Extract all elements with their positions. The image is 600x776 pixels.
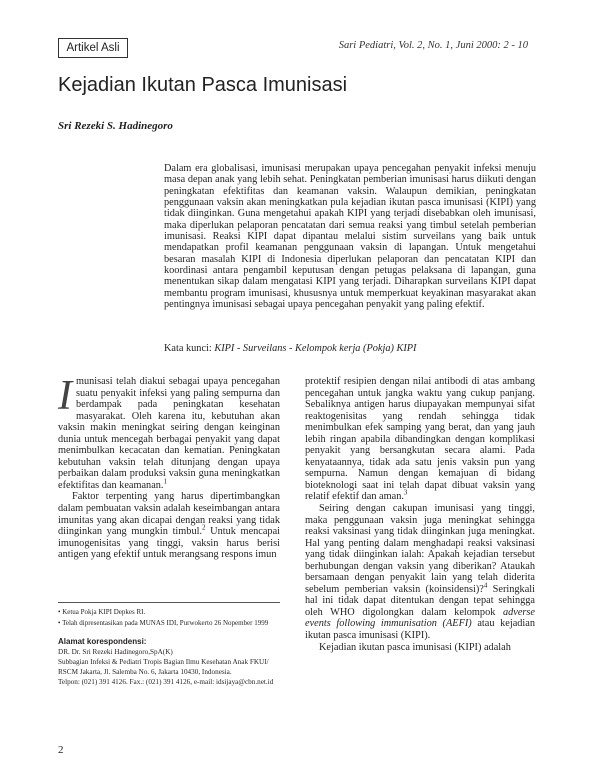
journal-citation: Sari Pediatri, Vol. 2, No. 1, Juni 2000: 2 - 10 [338, 40, 528, 51]
drop-cap: I [58, 373, 72, 419]
paragraph-text: Seiring dengan cakupan imunisasi yang tinggi, maka penggunaan vaksin juga meningkat sehingga reaksi vaksinasi yang tidak diinginkan juga meningkat. Hal yang penting dalam menghadapi reaksi vaksinasi yang tidak diinginkan ialah: Apakah kejadian tersebut berhubungan dengan vaksin yang diberikan? Ataukah bersamaan dengan penyakit lain yang telah diderita sebelum pemberian vaksin (koinsidensi)? [305, 503, 535, 595]
correspondence-line: Telpon: (021) 391 4126. Fax.: (021) 391 4126, e-mail: idsijaya@cbn.net.id [58, 678, 274, 686]
paragraph-text: atau kejadian ikutan pasca imunisasi (KIPI). [305, 618, 535, 642]
reference-marker: 3 [403, 489, 408, 498]
article-type-tag: Artikel Asli [58, 38, 128, 58]
paragraph-italic-term: adverse events following immunisation (AEFI) [305, 606, 535, 630]
correspondence-line: DR. Dr. Sri Rezeki Hadinegoro,SpA(K) [58, 648, 173, 656]
correspondence-block [58, 637, 288, 687]
correspondence-line: Subbagian Infeksi & Pediatri Tropis Bagian Ilmu Kesehatan Anak FKUI/ [58, 658, 269, 666]
author-name: Sri Rezeki S. Hadinegoro [58, 120, 173, 132]
paragraph-text: munisasi telah diakui sebagai upaya pencegahan suatu penyakit infeksi yang paling sempurna dan berdampak pada peningkatan kesehatan masyarakat. Oleh karena itu, kebutuhan akan vaksin makin meningkat seiring dengan keinginan dunia untuk mencegah berbagai penyakit yang dapat menimbulkan kecacatan dan kematian. Peningkatan kebutuhan vaksin telah ditunjang dengan upaya perbaikan dalam produksi vaksin guna meningkatkan efektifitas dan keamanan. [58, 376, 280, 491]
paragraph-text: Untuk mencapai imunogenisitas yang tinggi, vaksin harus berisi antigen yang efektif untuk merangsang respons imun [58, 526, 281, 561]
body-paragraph [305, 503, 535, 642]
page-number: 2 [58, 744, 64, 756]
body-column-right [305, 376, 535, 653]
paragraph-text: Seringkali hal ini tidak dapat ditentukan dengan tepat sehingga oleh WHO digolongkan dalam kelompok [305, 583, 535, 618]
article-title: Kejadian Ikutan Pasca Imunisasi [58, 74, 348, 96]
paragraph-text: Faktor terpenting yang harus dipertimbangkan dalam pembuatan vaksin adalah keseimbangan antara imunitas yang akan dicapai dengan reaksi yang tidak diinginkan yang mungkin timbul. [58, 491, 280, 538]
abstract: Dalam era globalisasi, imunisasi merupakan upaya pencegahan penyakit infeksi menuju masa depan anak yang lebih sehat. Peningkatan pemberian imunisasi harus diikuti dengan peningkatan efektifitas dan keamanan vaksin. Walaupun demikian, peningkatan penggunaan vaksin akan meningkatkan pula kejadian ikutan pasca imunisasi (KIPI) yang tidak diinginkan. Guna mengetahui apakah KIPI yang terjadi disebabkan oleh imunisasi, maka diperlukan pelaporan pencatatan dari semua reaksi yang timbul setelah pemberian imunisasi. Reaksi KIPI dapat dipantau melalui sistim surveilans yang baik untuk mendapatkan profil keamanan penggunaan vaksin di lapangan. Untuk mengetahui besaran masalah KIPI di Indonesia diperlukan pelaporan dan pencatatan KIPI dan koordinasi antara pengambil keputusan dengan petugas pelaksana di lapangan, guna menentukan sikap dalam mengatasi KIPI yang terjadi. Diharapkan surveilans KIPI dapat membantu program imunisasi, khususnya untuk memperkuat keyakinan masyarakat akan pentingnya imunisasi sebagai upaya pencegahan penyakit yang paling efektif. [164, 163, 536, 311]
footnote: • Telah dipresentasikan pada MUNAS IDI, Purwokerto 26 Nopember 1999 [58, 619, 269, 627]
body-paragraph [58, 491, 280, 560]
reference-marker: 2 [202, 523, 206, 532]
reference-marker: 4 [483, 581, 488, 590]
footnote-divider [58, 602, 280, 603]
footnote: • Ketua Pokja KIPI Depkes RI. [58, 608, 146, 616]
reference-marker: 1 [163, 477, 167, 486]
footnotes [58, 607, 280, 629]
body-paragraph [305, 642, 535, 654]
keywords-value: KIPI - Surveilans - Kelompok kerja (Pokja) KIPI [214, 343, 417, 354]
correspondence-line: RSCM Jakarta, Jl. Salemba No. 6, Jakarta 10430, Indonesia. [58, 668, 232, 676]
body-column-left [58, 373, 281, 561]
paragraph-text: protektif resipien dengan nilai antibodi di atas ambang pencegahan untuk jangka waktu yang cukup panjang. Sebaliknya antigen harus diupayakan mempunyai sifat reaktogenisitas yang rendah sehingga tidak menimbulkan efek samping yang berat, dan yang jauh lebih ringan apabila dibandingkan dengan komplikasi penyakit yang bersangkutan secara alami. Pada kenyataannya, tidak ada satu jenis vaksin pun yang sempurna. Namun dengan kemajuan di bidang bioteknologi saat ini telah dapat dibuat vaksin yang relatif efektif dan aman. [305, 376, 535, 503]
body-paragraph [305, 376, 535, 503]
correspondence-title: Alamat korespondensi: [58, 637, 147, 646]
paragraph-text: Kejadian ikutan pasca imunisasi (KIPI) adalah [319, 641, 511, 653]
keywords-label: Kata kunci: [164, 343, 215, 354]
body-paragraph [58, 373, 280, 491]
keywords [164, 343, 536, 354]
